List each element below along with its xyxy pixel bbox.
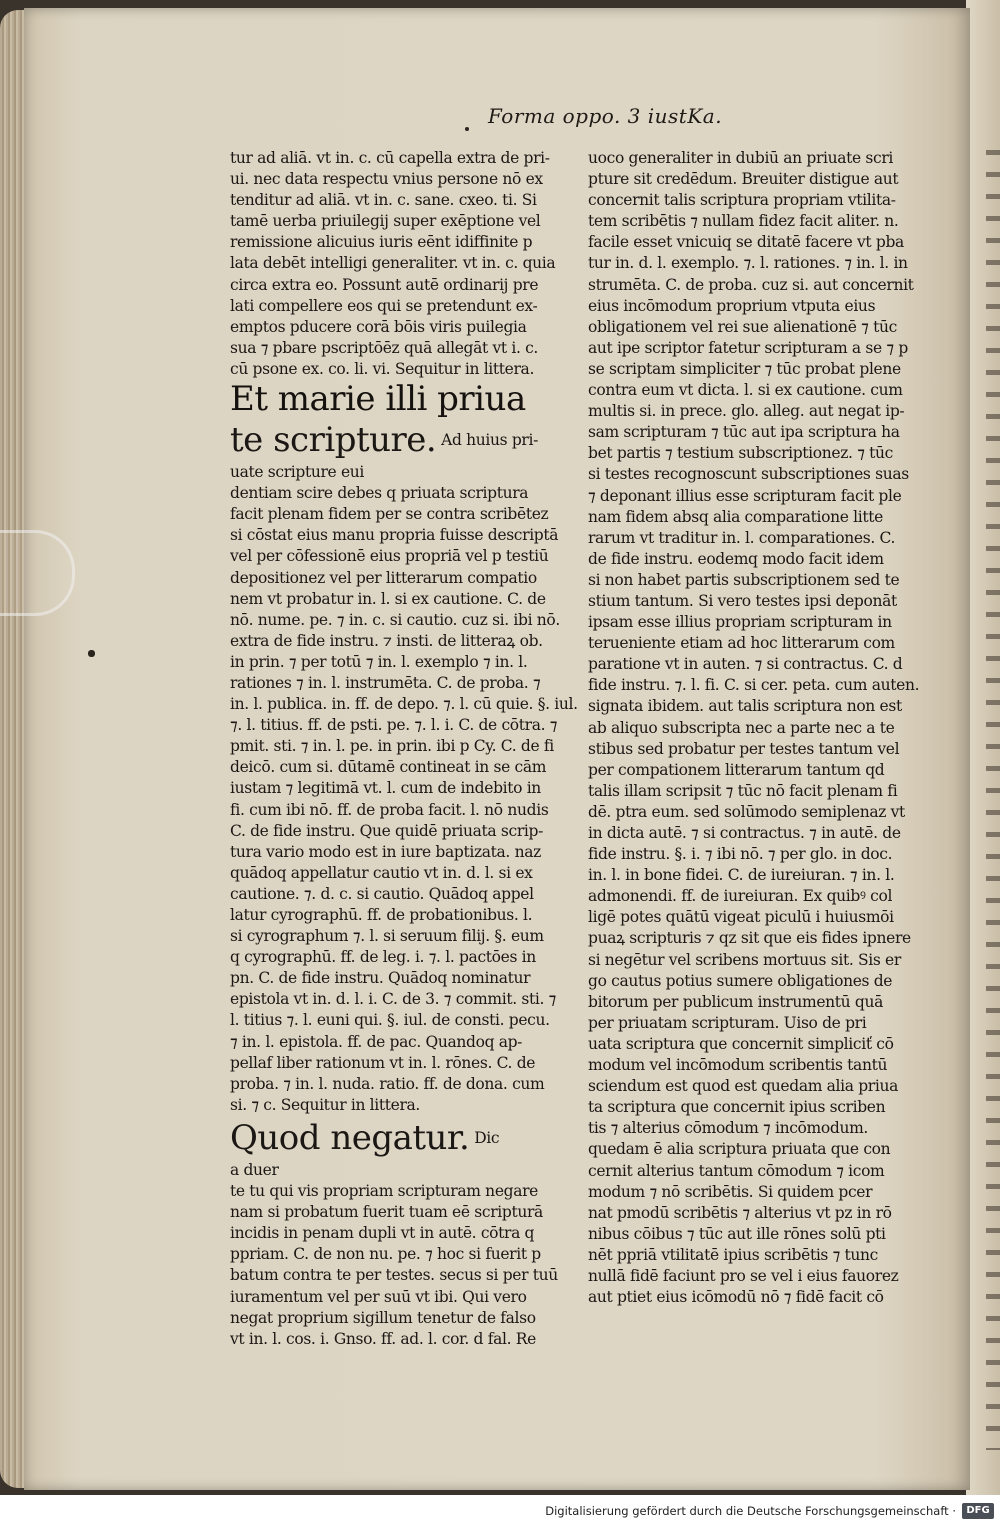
section-heading: Quod negatur.	[230, 1117, 470, 1158]
text-line: per compationem litterarum tantum qd	[588, 760, 885, 779]
text-line: de fide instru. eodemq modo facit idem	[588, 549, 884, 568]
text-line: tur in. d. l. exemplo. ⁊. l. rationes. ⁊ in. l. in	[588, 254, 908, 273]
text-line: ⁊. l. titius. ff. de psti. pe. ⁊. l. i. C. de cōtra. ⁊	[230, 716, 558, 735]
text-line: admonendi. ff. de iureiuran. Ex quibꝰ col	[588, 887, 893, 906]
text-line: uate scripture eui	[230, 463, 365, 482]
text-line: cautione. ⁊. d. c. si cautio. Quādoq appel	[230, 884, 534, 903]
text-line: go cautus potius sumere obligationes de	[588, 971, 893, 990]
text-line: nem vt probatur in. l. si ex cautione. C. de	[230, 589, 546, 608]
text-line: l. titius ⁊. l. euni qui. §. iul. de consti. pecu.	[230, 1011, 550, 1030]
text-line: ipsam esse illius propriam scripturam in	[588, 613, 892, 632]
text-line: in. l. in bone fidei. C. de iureiuran. ⁊ in. l.	[588, 866, 895, 885]
facing-page-text-fragment	[986, 150, 1000, 1450]
text-line: per priuatam scripturam. Uiso de pri	[588, 1013, 867, 1032]
text-line: si negētur vel scribens mortuus sit. Sis er	[588, 950, 901, 969]
footer-credit: Digitalisierung gefördert durch die Deutsche Forschungsgemeinschaft ·	[545, 1504, 956, 1518]
text-line: nēt ppriā vtilitatē ipius scribētis ⁊ tunc	[588, 1245, 879, 1264]
text-line: eius incōmodum proprium vtputa eius	[588, 296, 876, 315]
text-line: tura vario modo est in iure baptizata. naz	[230, 842, 541, 861]
text-line: puaꝝ scripturis ⁊ qz sit que eis fides ipnere	[588, 929, 911, 948]
text-line: nam fidem absq alia comparatione litte	[588, 507, 883, 526]
text-line: tem scribētis ⁊ nullam fidez facit aliter. n.	[588, 212, 899, 231]
text-line: rationes ⁊ in. l. instrumēta. C. de proba. ⁊	[230, 673, 541, 692]
text-line: ligē potes quātū vigeat piculū i huiusmōi	[588, 908, 894, 927]
text-line: quādoq appellatur cautio vt in. d. l. si ex	[230, 863, 533, 882]
text-line: extra de fide instru. ⁊ insti. de litteraꝝ ob.	[230, 631, 543, 650]
text-line: pellaf liber rationum vt in. l. rōnes. C. de	[230, 1053, 536, 1072]
text-line: multis si. in prece. glo. alleg. aut negat ip-	[588, 402, 905, 421]
text-line: pn. C. de fide instru. Quādoq nominatur	[230, 969, 531, 988]
text-line: nat pmodū scribētis ⁊ alterius vt pz in rō	[588, 1203, 892, 1222]
text-line: latur cyrographū. ff. de probationibus. l.	[230, 906, 533, 924]
text-line: bet partis ⁊ testium subscriptionez. ⁊ tūc	[588, 444, 893, 463]
text-line: proba. ⁊ in. l. nuda. ratio. ff. de dona. cum	[230, 1074, 545, 1093]
text-line: vt in. l. cos. i. Gnso. ff. ad. l. cor. d fal. Re	[230, 1329, 536, 1348]
section-heading: te scripture.	[230, 420, 437, 461]
text-line: tamē uerba priuilegij super exēptione vel	[230, 212, 541, 231]
text-line: ppriam. C. de non nu. pe. ⁊ hoc si fuerit p	[230, 1245, 541, 1264]
text-line: in dicta autē. ⁊ si contractus. ⁊ in autē. de	[588, 824, 901, 842]
text-line: strumēta. C. de proba. cuz si. aut concernit	[588, 275, 914, 294]
text-line: si. ⁊ c. Sequitur in littera.	[230, 1095, 420, 1114]
text-line: dentiam scire debes q priuata scriptura	[230, 484, 529, 503]
text-line: batum contra te per testes. secus si per tuū	[230, 1266, 558, 1285]
text-line: stium tantum. Si vero testes ipsi deponāt	[588, 591, 897, 610]
text-line: uoco generaliter in dubiū an priuate scri	[588, 149, 894, 167]
text-line: sam scripturam ⁊ tūc aut ipa scriptura ha	[588, 423, 900, 442]
right-column	[588, 148, 950, 1308]
text-line: q cyrographū. ff. de leg. i. ⁊. l. pactōes in	[230, 948, 536, 967]
text-line: sua ⁊ pbare pscriptōēz quā allegāt vt i. c.	[230, 338, 539, 357]
text-line: aut ipe scriptor fatetur scripturam a se ⁊ p	[588, 338, 908, 357]
text-line: modum ⁊ nō scribētis. Si quidem pcer	[588, 1182, 873, 1201]
text-line: cū psone ex. co. li. vi. Sequitur in littera.	[230, 359, 535, 378]
text-line: nullā fidē faciunt pro se vel i eius fauorez	[588, 1266, 899, 1285]
text-line: si cyrographum ⁊. l. si seruum filij. §. eum	[230, 927, 544, 946]
text-line: pture sit credēdum. Breuiter distigue aut	[588, 170, 899, 189]
text-line: emptos pducere corā bōis viris puilegia	[230, 317, 527, 336]
text-line: incidis in penam dupli vt in autē. cōtra q	[230, 1224, 535, 1243]
text-line: remissione alicuius iuris eēnt idiffinite p	[230, 233, 533, 252]
text-line: dē. ptra eum. sed solūmodo semiplenaz vt	[588, 802, 905, 821]
text-line: in prin. ⁊ per totū ⁊ in. l. exemplo ⁊ in. l.	[230, 652, 528, 671]
text-line: rarum vt traditur in. l. comparationes. C.	[588, 528, 896, 547]
text-line: obligationem vel rei sue alienationē ⁊ tūc	[588, 317, 897, 336]
text-line: talis illam scripsit ⁊ tūc nō facit plenam fi	[588, 781, 898, 800]
text-line: signata ibidem. aut talis scriptura non est	[588, 697, 902, 716]
section-heading-line	[230, 1116, 592, 1160]
text-line: paratione vt in auten. ⁊ si contractus. C. d	[588, 655, 903, 674]
text-line: contra eum vt dicta. l. si ex cautione. cum	[588, 381, 903, 400]
text-line: quedam ē alia scriptura priuata que con	[588, 1140, 891, 1159]
text-line: tur ad aliā. vt in. c. cū capella extra de pri-	[230, 149, 550, 167]
text-line: facile esset vnicuiq se ditatē facere vt pba	[588, 233, 904, 252]
text-line: cernit alterius tantum cōmodum ⁊ icom	[588, 1161, 885, 1180]
text-line: aut ptiet eius icōmodū nō ⁊ fidē facit cō	[588, 1288, 884, 1307]
text-line: iustam ⁊ legitimā vt. l. cum de indebito in	[230, 779, 541, 798]
text-line: ⁊ deponant illius esse scripturam facit ple	[588, 486, 902, 505]
left-column	[230, 148, 592, 1350]
text-line: si testes recognoscunt subscriptiones suas	[588, 465, 909, 484]
text-line: bitorum per publicum instrumentū quā	[588, 992, 883, 1011]
text-line: pmit. sti. ⁊ in. l. pe. in prin. ibi p Cy. C. de fi	[230, 737, 554, 756]
text-line: tenditur ad aliā. vt in. c. sane. cxeo. ti. Si	[230, 191, 537, 210]
text-line: C. de fide instru. Que quidē priuata scrip-	[230, 821, 543, 840]
text-line: circa extra eo. Possunt autē ordinarij pre	[230, 275, 539, 294]
text-line: ab aliquo subscripta nec a parte nec a te	[588, 718, 895, 737]
text-line: teruenientе etiam ad hoc litterarum com	[588, 634, 895, 653]
text-line: deicō. cum si. dūtamē contineat in se cām	[230, 758, 547, 777]
text-line: a duer	[230, 1160, 279, 1179]
text-run: Dic	[474, 1128, 500, 1147]
section-heading-line	[230, 418, 592, 462]
ink-mark-margin	[88, 650, 95, 657]
text-line: modum vel incōmodum scribentis tantū	[588, 1056, 888, 1075]
text-line: tis ⁊ alterius cōmodum ⁊ incōmodum.	[588, 1119, 868, 1138]
text-line: iuramentum vel per suū vt ibi. Qui vero	[230, 1287, 527, 1306]
text-line: negat proprium sigillum tenetur de falso	[230, 1308, 536, 1327]
ink-mark	[465, 127, 469, 131]
text-line: lata debēt intelligi generaliter. vt in. c. quia	[230, 254, 556, 273]
text-line: uata scriptura que concernit simpliciť cō	[588, 1034, 894, 1053]
text-line: lati compellere eos qui se pretendunt ex-	[230, 296, 538, 315]
text-line: ta scriptura que concernit ipius scriben	[588, 1098, 886, 1117]
text-line: depositionez vel per litterarum compatio	[230, 568, 537, 587]
text-line: stibus sed probatur per testes tantum vel	[588, 739, 900, 758]
section-heading: Et marie illi priua	[230, 380, 526, 419]
text-line: facit plenam fidem per se contra scribētez	[230, 505, 549, 524]
text-line: sciendum est quod est quedam alia priua	[588, 1077, 898, 1096]
text-line: si cōstat eius manu propria fuisse descriptā	[230, 526, 559, 545]
text-line: te tu qui vis propriam scripturam negare	[230, 1182, 538, 1201]
text-line: fi. cum ibi nō. ff. de proba facit. l. nō nudis	[230, 800, 549, 819]
text-line: si non habet partis subscriptionem sed te	[588, 570, 900, 589]
text-line: se scriptam simpliciter ⁊ tūc probat plene	[588, 359, 901, 378]
text-line: ui. nec data respectu vnius persone nō ex	[230, 170, 543, 189]
text-line: in. l. publica. in. ff. de depo. ⁊. l. cū quie. §. iul.	[230, 695, 578, 714]
text-line: nō. nume. pe. ⁊ in. c. si cautio. cuz si. ibi nō.	[230, 610, 560, 629]
text-line: ⁊ in. l. epistola. ff. de pac. Quandoq ap-	[230, 1032, 523, 1051]
text-line: concernit talis scriptura propriam vtilita-	[588, 191, 896, 210]
text-line: nam si probatum fuerit tuam eē scripturā	[230, 1203, 543, 1222]
text-line: epistola vt in. d. l. i. C. de 3. ⁊ commit. sti. ⁊	[230, 990, 556, 1009]
text-line: fide instru. ⁊. l. fi. C. si cer. peta. cum auten.	[588, 676, 920, 695]
text-line: fide instru. §. i. ⁊ ibi nō. ⁊ per glo. in doc.	[588, 845, 893, 864]
running-head: Forma oppo. 3 iustKa.	[488, 104, 723, 128]
text-line: vel per cōfessionē eius propriā vel p testiū	[230, 547, 549, 566]
page-clip	[0, 530, 75, 616]
dfg-logo: DFG	[962, 1503, 994, 1519]
text-line: nibus cōibus ⁊ tūc aut ille rōnes solū pti	[588, 1224, 886, 1243]
text-run: Ad huius pri-	[441, 431, 538, 450]
footer-bar	[0, 1495, 1000, 1527]
